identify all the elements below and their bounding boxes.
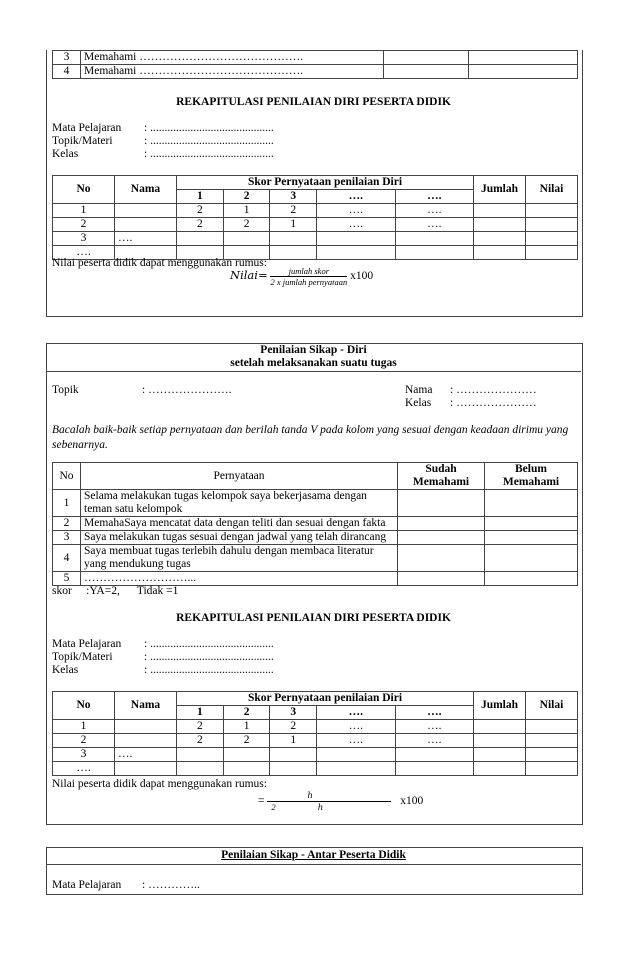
cell-nilai xyxy=(526,762,578,776)
check-cell xyxy=(469,65,578,79)
cell-score xyxy=(317,246,395,260)
cell-score: …. xyxy=(317,204,395,218)
row-number: 4 xyxy=(53,65,81,79)
formula-den-a: 2 xyxy=(271,802,276,812)
cell-score: …. xyxy=(395,734,474,748)
info-value: : ........................................... xyxy=(144,664,274,676)
cell-nilai xyxy=(526,246,578,260)
table-row xyxy=(53,51,578,65)
top-table xyxy=(52,50,578,79)
cell-score: 1 xyxy=(270,734,317,748)
topik-value: : …………………. xyxy=(142,384,232,396)
cell-no: …. xyxy=(53,762,115,776)
check-cell[interactable] xyxy=(398,545,485,572)
table-row xyxy=(53,545,578,572)
cell-jumlah xyxy=(474,218,526,232)
recap2-info-topic xyxy=(52,651,274,663)
info-value: : ........................................... xyxy=(144,122,274,134)
recap2-formula xyxy=(258,790,423,813)
col-nama: Nama xyxy=(115,176,177,204)
cell-score xyxy=(395,748,474,762)
info-value: : ........................................... xyxy=(144,651,274,663)
check-cell[interactable] xyxy=(398,572,485,586)
row-statement: Saya membuat tugas terlebih dahulu dengan membaca literatur yang mendukung tugas xyxy=(81,545,398,572)
recap1-info-topic xyxy=(52,135,274,147)
cell-nilai xyxy=(526,748,578,762)
cell-score: 2 xyxy=(177,720,224,734)
recap2-title: REKAPITULASI PENILAIAN DIRI PESERTA DIDIK xyxy=(176,612,451,624)
cell-nilai xyxy=(526,720,578,734)
recap1-info-subject xyxy=(52,122,274,134)
info-value: : ........................................... xyxy=(144,148,274,160)
table-row xyxy=(53,490,578,517)
row-number: 4 xyxy=(53,545,81,572)
row-number: 2 xyxy=(53,517,81,531)
formula-lhs: Nilai= xyxy=(230,268,268,283)
header-row xyxy=(53,692,578,706)
table-row xyxy=(53,232,578,246)
row-text: Memahami ……………………………………. xyxy=(81,65,384,79)
cell-score: …. xyxy=(395,720,474,734)
sub-col: …. xyxy=(395,190,474,204)
cell-score xyxy=(223,762,270,776)
row-statement: MemahaSaya mencatat data dengan teliti dan sesuai dengan fakta xyxy=(81,517,398,531)
score-note: skor :YA=2, Tidak =1 xyxy=(52,585,179,597)
info-label: Topik/Materi xyxy=(52,135,113,147)
sikap-diri-title: Penilaian Sikap - Diri xyxy=(260,344,367,356)
info-label: Topik/Materi xyxy=(52,651,113,663)
formula-fraction xyxy=(270,266,347,287)
cell-score xyxy=(223,232,270,246)
recap2-table xyxy=(52,691,578,776)
cell-score xyxy=(395,232,474,246)
check-cell[interactable] xyxy=(485,517,578,531)
table-row xyxy=(53,748,578,762)
col-jumlah: Jumlah xyxy=(474,692,526,720)
cell-score xyxy=(317,748,395,762)
row-text: Memahami ……………………………………. xyxy=(81,51,384,65)
check-cell xyxy=(469,51,578,65)
table-row xyxy=(53,572,578,586)
table-row xyxy=(53,218,578,232)
cell-score: 2 xyxy=(270,720,317,734)
cell-no: 1 xyxy=(53,720,115,734)
topik-label: Topik xyxy=(52,384,79,396)
sub-col: 2 xyxy=(223,190,270,204)
cell-jumlah xyxy=(474,720,526,734)
cell-score xyxy=(177,232,224,246)
col-no: No xyxy=(53,463,81,490)
cell-nama xyxy=(115,734,177,748)
info-value: : ........................................... xyxy=(144,638,274,650)
cell-nilai xyxy=(526,232,578,246)
cell-jumlah xyxy=(474,204,526,218)
formula-mult: x100 xyxy=(350,270,374,283)
cell-score: …. xyxy=(395,218,474,232)
sub-col: …. xyxy=(317,190,395,204)
sub-col: 1 xyxy=(177,190,224,204)
nama-value: : ………………… xyxy=(450,384,537,396)
check-cell[interactable] xyxy=(485,572,578,586)
info-label: Mata Pelajaran xyxy=(52,122,122,134)
info-label: Mata Pelajaran xyxy=(52,638,122,650)
table-row xyxy=(53,734,578,748)
recap1-table xyxy=(52,175,578,260)
col-nama: Nama xyxy=(115,692,177,720)
col-pernyataan: Pernyataan xyxy=(81,463,398,490)
table-row xyxy=(53,517,578,531)
recap1-formula xyxy=(230,266,373,287)
table-row xyxy=(53,720,578,734)
cell-score: 1 xyxy=(223,204,270,218)
cell-no: 3 xyxy=(53,748,115,762)
cell-score xyxy=(270,232,317,246)
check-cell[interactable] xyxy=(398,531,485,545)
header-row xyxy=(53,176,578,190)
antar-title: Penilaian Sikap - Antar Peserta Didik xyxy=(221,849,406,861)
cell-nama: …. xyxy=(115,232,177,246)
col-nilai: Nilai xyxy=(526,692,578,720)
cell-jumlah xyxy=(474,762,526,776)
cell-score: 2 xyxy=(177,218,224,232)
cell-score xyxy=(223,748,270,762)
sub-col: 3 xyxy=(270,706,317,720)
table-row xyxy=(53,762,578,776)
col-nilai: Nilai xyxy=(526,176,578,204)
formula-denominator: 2 x jumlah pernyataan xyxy=(270,277,348,287)
col-skor: Skor Pernyataan penilaian Diri xyxy=(177,692,474,706)
cell-score xyxy=(177,748,224,762)
formula-denominator xyxy=(267,802,391,813)
row-statement: Selama melakukan tugas kelompok saya bekerjasama dengan teman satu kelompok xyxy=(81,490,398,517)
cell-score: 2 xyxy=(223,218,270,232)
cell-score xyxy=(395,762,474,776)
sub-col: …. xyxy=(317,706,395,720)
formula-lhs: = xyxy=(258,795,265,808)
info-value: : ........................................... xyxy=(144,135,274,147)
cell-score: …. xyxy=(317,720,395,734)
antar-label: Mata Pelajaran xyxy=(52,879,122,891)
cell-nilai xyxy=(526,218,578,232)
cell-no: …. xyxy=(53,246,115,260)
col-sudah: Sudah Memahami xyxy=(398,463,485,490)
check-cell[interactable] xyxy=(398,490,485,517)
table-row xyxy=(53,204,578,218)
cell-nilai xyxy=(526,734,578,748)
cell-score: 2 xyxy=(223,734,270,748)
check-cell xyxy=(384,65,469,79)
antar-value: : ………….. xyxy=(142,879,200,891)
cell-score: 1 xyxy=(270,218,317,232)
formula-numerator: jumlah skor xyxy=(270,266,347,277)
cell-score: 1 xyxy=(223,720,270,734)
cell-no: 1 xyxy=(53,204,115,218)
recap2-info-subject xyxy=(52,638,274,650)
recap1-info-class xyxy=(52,148,274,160)
cell-score: 2 xyxy=(177,204,224,218)
kelas-value: : ………………… xyxy=(450,397,537,409)
col-no: No xyxy=(53,176,115,204)
sub-col: 1 xyxy=(177,706,224,720)
sub-col: 2 xyxy=(223,706,270,720)
cell-nama xyxy=(115,218,177,232)
cell-score xyxy=(270,246,317,260)
check-cell[interactable] xyxy=(485,531,578,545)
cell-score xyxy=(270,762,317,776)
cell-score xyxy=(395,246,474,260)
info-label: Kelas xyxy=(52,148,79,160)
cell-jumlah xyxy=(474,246,526,260)
instruction-text: Bacalah baik-baik setiap pernyataan dan berilah tanda V pada kolom yang sesuai dengan keadaan dirimu yang sebenarnya. xyxy=(52,424,569,451)
row-statement: Saya melakukan tugas sesuai dengan jadwal yang telah dirancang xyxy=(81,531,398,545)
col-no: No xyxy=(53,692,115,720)
check-cell xyxy=(384,51,469,65)
recap1-title: REKAPITULASI PENILAIAN DIRI PESERTA DIDIK xyxy=(176,96,451,108)
nama-label: Nama xyxy=(405,384,433,396)
row-number: 1 xyxy=(53,490,81,517)
cell-score: …. xyxy=(317,218,395,232)
formula-numerator: ℎ xyxy=(267,790,391,802)
col-belum: Belum Memahami xyxy=(485,463,578,490)
cell-score xyxy=(317,232,395,246)
cell-no: 3 xyxy=(53,232,115,246)
cell-score xyxy=(270,748,317,762)
cell-score xyxy=(317,762,395,776)
check-cell[interactable] xyxy=(485,490,578,517)
cell-score: …. xyxy=(395,204,474,218)
row-number: 5 xyxy=(53,572,81,586)
col-jumlah: Jumlah xyxy=(474,176,526,204)
formula-fraction xyxy=(267,790,391,813)
cell-jumlah xyxy=(474,748,526,762)
check-cell[interactable] xyxy=(398,517,485,531)
sikap-diri-subtitle: setelah melaksanakan suatu tugas xyxy=(230,357,397,369)
cell-nilai xyxy=(526,204,578,218)
cell-no: 2 xyxy=(53,218,115,232)
formula-mult: x100 xyxy=(400,795,424,808)
recap2-formula-note: Nilai peserta didik dapat menggunakan rumus: xyxy=(52,778,267,790)
sub-col: 3 xyxy=(270,190,317,204)
table-row xyxy=(53,65,578,79)
row-number: 3 xyxy=(53,51,81,65)
header-row xyxy=(53,463,578,490)
cell-score xyxy=(177,762,224,776)
cell-nama: …. xyxy=(115,748,177,762)
recap2-info-class xyxy=(52,664,274,676)
info-label: Kelas xyxy=(52,664,79,676)
row-number: 3 xyxy=(53,531,81,545)
formula-den-b: ℎ xyxy=(317,802,324,812)
cell-jumlah xyxy=(474,734,526,748)
cell-score: 2 xyxy=(270,204,317,218)
cell-nama xyxy=(115,204,177,218)
row-statement: ………………………... xyxy=(81,572,398,586)
col-skor: Skor Pernyataan penilaian Diri xyxy=(177,176,474,190)
kelas-label: Kelas xyxy=(405,397,432,409)
cell-jumlah xyxy=(474,232,526,246)
cell-no: 2 xyxy=(53,734,115,748)
cell-nama xyxy=(115,720,177,734)
sikap-diri-table xyxy=(52,462,578,586)
check-cell[interactable] xyxy=(485,545,578,572)
recap1-formula-note: Nilai peserta didik dapat menggunakan rumus: xyxy=(52,257,267,269)
sub-col: …. xyxy=(395,706,474,720)
cell-score: …. xyxy=(317,734,395,748)
cell-score: 2 xyxy=(177,734,224,748)
table-row xyxy=(53,531,578,545)
cell-nama xyxy=(115,762,177,776)
